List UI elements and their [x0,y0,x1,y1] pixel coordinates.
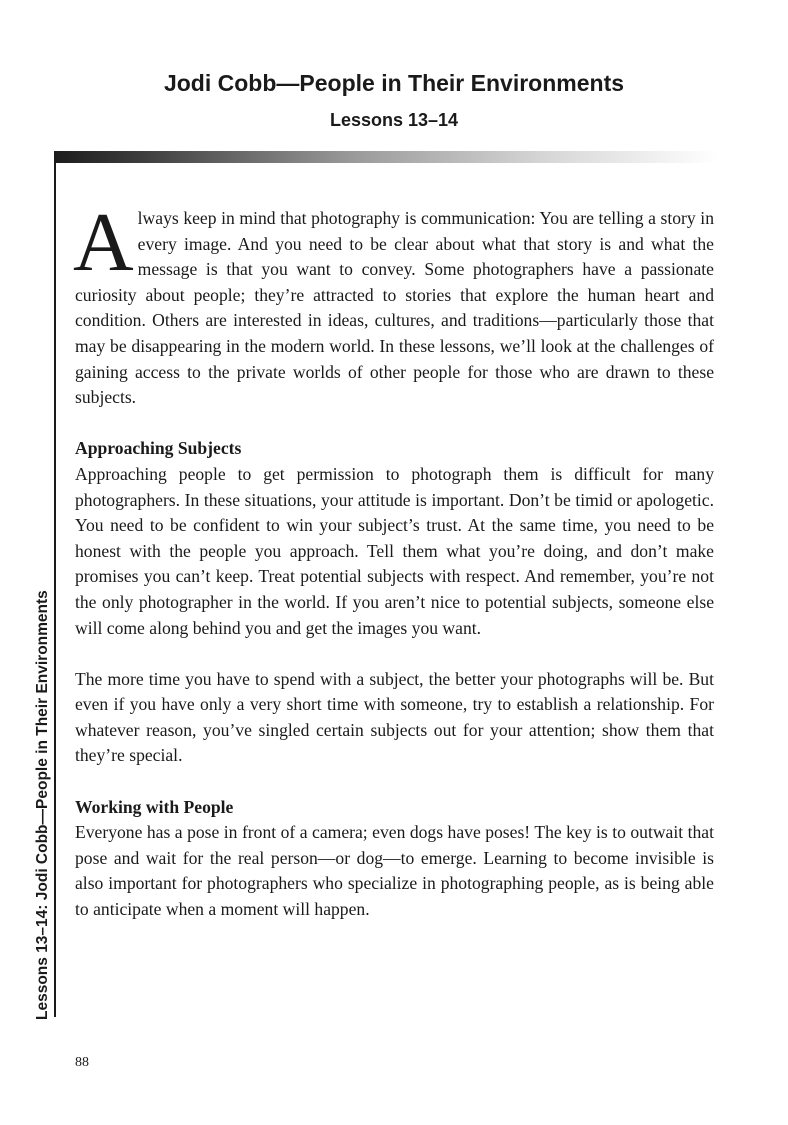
section-heading-working: Working with People [75,796,234,817]
page-subtitle: Lessons 13–14 [329,110,459,130]
article-body [73,196,714,923]
body-paragraph: The more time you have to spend with a subject, the better your photographs will be. But even if you have only a very short time with someone, try to establish a relationship. For whatever reason, you’ve singled certain subjects out for your attention; show them that they’re special. [75,668,714,766]
section-heading-approaching: Approaching Subjects [75,438,242,459]
body-paragraph: Approaching people to get permission to photograph them is difficult for many photographers. In these situations, your attitude is important. Don’t be timid or apologetic. You need to be confident to win your subject’s trust. At the same time, you need to be honest with the people you approach. Tell them what you’re doing, and don’t make promises you can’t keep. Treat potential subjects with respect. And remember, you’re not the only photographer in the world. If you aren’t nice to potential subjects, someone else will come along behind you and get the images you want. [75,463,714,638]
page-title: Jodi Cobb—People in Their Environments [163,70,625,96]
gradient-header-bar [54,151,718,163]
side-running-head: Lessons 13–14: Jodi Cobb—People in Their Environments [34,590,51,1020]
page-number: 88 [75,1055,89,1070]
body-paragraph: Everyone has a pose in front of a camera; even dogs have poses! The key is to outwait that pose and wait for the real person—or dog—to emerge. Learning to become invisible is also important for photographers who specialize in photographing people, as is being able to anticipate when a moment will happen. [75,822,714,920]
intro-text: lways keep in mind that photography is communication: You are telling a story in every image. And you need to be clear about what that story is and what the message is that you want to convey. Some photographers have a passionate curiosity about people; they’re attracted to stories that explore the human heart and condition. Others are interested in ideas, cultures, and traditions—particularly those that may be disappearing in the modern world. In these lessons, we’ll look at the challenges of gaining access to the private worlds of other people for those who are drawn to these subjects. [75,208,714,408]
drop-cap: A [73,196,134,289]
intro-paragraph [73,196,714,411]
margin-rule [54,151,56,1017]
